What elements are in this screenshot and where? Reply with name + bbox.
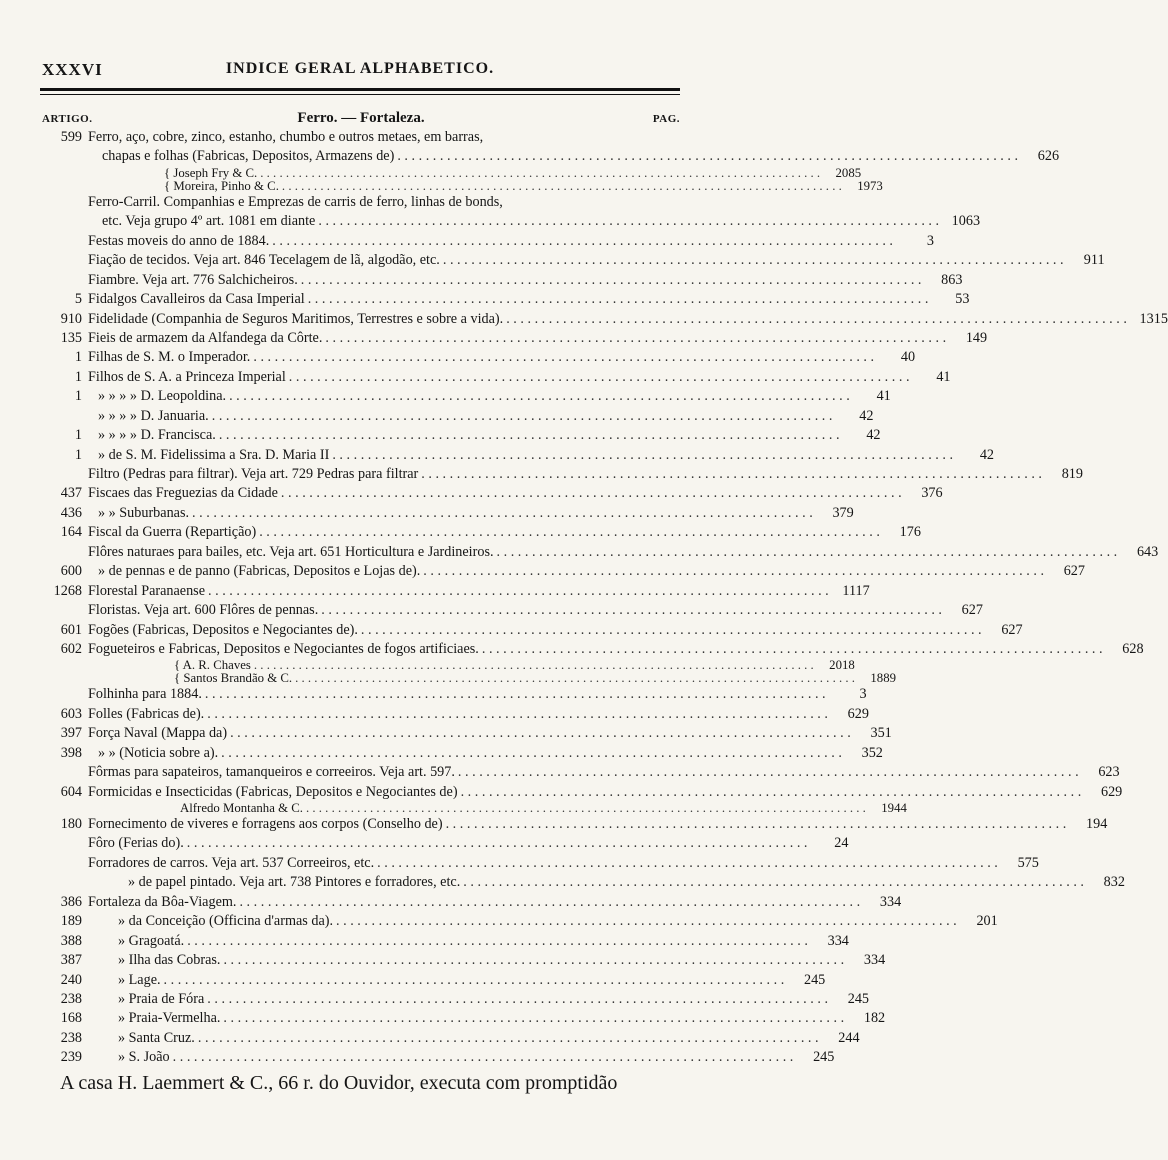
entry-text: Filtro (Pedras para filtrar). Veja art. 729 Pedras para filtrar: [88, 466, 419, 482]
entry-page-number: 42: [979, 446, 995, 463]
dot-leader: [204, 990, 831, 1009]
entry-article-number: 1: [74, 349, 82, 366]
entry-article-number: 240: [60, 971, 82, 988]
entry-article-number: 601: [60, 621, 82, 638]
dot-leader: [443, 815, 1070, 834]
index-entry: [40, 763, 1120, 782]
entry-article-number: 600: [60, 563, 82, 580]
entry-page-number: 24: [834, 835, 849, 852]
entry-text: Fortaleza da Bôa-Viagem.: [88, 893, 237, 910]
artigo-column-label: ARTIGO.: [42, 113, 93, 125]
dot-leader: [298, 271, 925, 290]
entry-article-number: 436: [60, 504, 82, 521]
entry-page-number: 334: [863, 952, 886, 969]
pag-column-label: PAG.: [652, 113, 680, 125]
entry-page-number: 1117: [842, 582, 870, 599]
entry-article-number: 602: [60, 640, 82, 657]
entry-article-number: 238: [60, 1029, 82, 1046]
index-entry: [40, 128, 682, 147]
column-headers: [40, 110, 682, 128]
entry-text: » de S. M. Fidelissima a Sra. D. Maria II: [98, 446, 330, 463]
entry-text: Folhinha para 1884.: [88, 686, 202, 703]
entry-page-number: 832: [1103, 874, 1125, 891]
dot-leader: [279, 180, 845, 193]
index-entry: [40, 290, 970, 309]
entry-article-number: 189: [60, 913, 82, 930]
entry-text: Filhos de S. A. a Princeza Imperial: [88, 368, 286, 385]
dot-leader: [226, 387, 853, 406]
index-entry: [40, 147, 1060, 166]
entry-text: » Praia de Fóra: [118, 990, 205, 1007]
entry-text: Alfredo Montanha & C.: [180, 801, 303, 815]
entry-article-number: 397: [60, 725, 82, 742]
index-entry: [40, 193, 682, 212]
entry-article-number: 1268: [53, 582, 82, 599]
index-entry: [40, 484, 943, 503]
entry-text: Fogões (Fabricas, Depositos e Negociantes de).: [88, 621, 358, 638]
dot-leader: [305, 290, 932, 309]
entry-article-number: 1: [74, 427, 82, 444]
dot-leader: [418, 465, 1045, 484]
entry-text: Folles (Fabricas de).: [88, 705, 205, 722]
index-entry: [40, 873, 1125, 892]
index-entry: [40, 426, 881, 445]
entry-page-number: 245: [803, 971, 826, 988]
index-entry: [40, 562, 1085, 581]
index-entry: [40, 251, 1105, 270]
entry-text: » » » » D. Leopoldina.: [98, 388, 227, 405]
entry-page-number: 626: [1037, 148, 1060, 165]
entry-text: { Santos Brandão & C.: [174, 671, 293, 686]
index-entry: [40, 640, 1144, 659]
header-rule-thin: [40, 94, 680, 95]
dot-leader: [257, 167, 823, 180]
dot-leader: [420, 562, 1047, 581]
dot-leader: [216, 426, 843, 445]
entry-page-number: 176: [899, 524, 921, 541]
entry-page-number: 627: [1063, 563, 1085, 580]
entry-text: Fidelidade (Companhia de Seguros Maritimos, Terrestres e sobre a vida).: [88, 310, 504, 327]
entry-text: Fogueteiros e Fabricas, Depositos e Negociantes de fogos artificiaes.: [88, 640, 479, 657]
entry-page-number: 3: [926, 232, 934, 249]
entry-text: » » Suburbanas.: [98, 504, 190, 521]
entry-article-number: 5: [74, 291, 82, 308]
entry-text: » Ilha das Cobras.: [118, 952, 221, 969]
entry-article-number: 239: [60, 1049, 82, 1066]
dot-leader: [278, 484, 905, 503]
entry-page-number: 819: [1061, 466, 1083, 482]
dot-leader: [458, 783, 1085, 802]
entry-page-number: 376: [921, 485, 943, 502]
dot-leader: [204, 705, 831, 724]
index-entry: [40, 601, 983, 620]
advertisement-footer: A casa H. Laemmert & C., 66 r. do Ouvidor, executa com promptidão: [60, 1072, 618, 1094]
entry-page-number: 41: [936, 368, 951, 385]
dot-leader: [184, 834, 811, 853]
entry-text: Florestal Paranaense: [88, 582, 206, 599]
entry-article-number: 135: [60, 329, 82, 346]
dot-leader: [494, 543, 1121, 562]
entry-page-number: 182: [863, 1010, 886, 1027]
entry-text: Fôrmas para sapateiros, tamanqueiros e correeiros. Veja art. 597.: [88, 764, 455, 781]
index-entry: [40, 1009, 886, 1028]
index-entry: [40, 834, 849, 853]
entry-article-number: 168: [60, 1010, 82, 1027]
index-entry: [40, 990, 869, 1009]
entry-text: Filhas de S. M. o Imperador.: [88, 349, 251, 366]
index-entry-list: [40, 128, 1168, 1068]
dot-leader: [220, 1009, 847, 1028]
entry-page-number: 53: [955, 291, 970, 308]
entry-article-number: 1: [74, 368, 82, 385]
entry-text: » » (Noticia sobre a).: [98, 744, 219, 761]
entry-page-number: 41: [876, 388, 891, 405]
entry-text: Fieis de armazem da Alfandega da Côrte.: [88, 329, 323, 346]
entry-text: chapas e folhas (Fabricas, Depositos, Armazens de): [102, 148, 395, 165]
entry-page-number: 627: [961, 602, 983, 619]
index-entry: [40, 348, 916, 367]
entry-text: » de papel pintado. Veja art. 738 Pintores e forradores, etc.: [128, 874, 461, 891]
dot-leader: [322, 329, 949, 348]
index-entry: [40, 407, 874, 426]
entry-article-number: 1: [74, 446, 82, 463]
page-header: [40, 58, 680, 84]
entry-text: » de pennas e de panno (Fabricas, Depositos e Lojas de).: [98, 563, 421, 580]
entry-text: Forradores de carros. Veja art. 537 Correeiros, etc.: [88, 854, 375, 871]
section-heading: Ferro. — Fortaleza.: [297, 110, 425, 126]
entry-article-number: 386: [60, 893, 82, 910]
dot-leader: [170, 1048, 797, 1067]
entry-page-number: 2018: [829, 658, 855, 673]
header-rule-thick: [40, 88, 680, 91]
entry-text: » » » » D. Francisca.: [98, 427, 216, 444]
entry-page-number: 863: [941, 271, 963, 288]
entry-article-number: 180: [60, 816, 82, 832]
index-entry: [40, 621, 1023, 640]
entry-text: Flôres naturaes para bailes, etc. Veja art. 651 Horticultura e Jardineiros.: [88, 543, 494, 560]
entry-text: Ferro, aço, cobre, zinco, estanho, chumbo e outros metaes, em barras,: [88, 129, 484, 145]
dot-leader: [227, 724, 854, 743]
index-entry: [40, 685, 867, 704]
index-entry: [40, 582, 870, 601]
entry-article-number: 603: [60, 705, 82, 722]
entry-text: Fidalgos Cavalleiros da Casa Imperial: [88, 291, 305, 308]
entry-article-number: 164: [60, 524, 82, 541]
dot-leader: [269, 232, 896, 251]
entry-page-number: 2085: [835, 165, 862, 180]
entry-text: Fiscal da Guerra (Repartição): [88, 524, 257, 541]
entry-article-number: 599: [60, 129, 82, 145]
entry-page-number: 194: [1086, 816, 1108, 832]
index-entry: [40, 543, 1159, 562]
index-entry: [40, 446, 995, 465]
dot-leader: [455, 763, 1082, 782]
index-entry: [40, 705, 869, 724]
entry-text: Força Naval (Mappa da): [88, 725, 228, 742]
entry-page-number: 1944: [881, 801, 907, 815]
index-entry: [40, 368, 951, 387]
index-entry: [40, 271, 963, 290]
entry-page-number: 643: [1136, 543, 1159, 560]
entry-text: » S. João: [118, 1049, 170, 1066]
entry-text: Floristas. Veja art. 600 Flôres de pennas.: [88, 602, 319, 619]
index-entry: [40, 893, 902, 912]
entry-page-number: 1063: [951, 213, 981, 230]
index-entry: [40, 951, 886, 970]
entry-article-number: 604: [60, 783, 82, 800]
index-entry: [40, 932, 849, 951]
entry-text: Fornecimento de viveres e forragens aos corpos (Conselho de): [88, 816, 443, 832]
entry-text: Fiação de tecidos. Veja art. 846 Tecelagem de lã, algodão, etc.: [88, 252, 440, 269]
entry-text: Ferro-Carril. Companhias e Emprezas de carris de ferro, linhas de bonds,: [88, 193, 503, 210]
dot-leader: [318, 601, 945, 620]
entry-text: Fôro (Ferias do).: [88, 835, 184, 852]
index-entry: [40, 744, 883, 763]
index-entry: [40, 801, 907, 815]
entry-text: Fiscaes das Freguezias da Cidade: [88, 485, 278, 502]
page-number: XXXVI: [42, 60, 103, 79]
index-entry: [40, 165, 862, 180]
entry-article-number: 238: [60, 990, 82, 1007]
dot-leader: [358, 621, 985, 640]
entry-page-number: 627: [1001, 621, 1023, 638]
entry-page-number: 911: [1083, 252, 1105, 269]
dot-leader: [205, 582, 832, 601]
entry-page-number: 575: [1017, 854, 1039, 871]
entry-text: etc. Veja grupo 4º art. 1081 em diante: [102, 213, 316, 230]
index-entry: [40, 912, 998, 931]
dot-leader: [202, 685, 829, 704]
entry-page-number: 42: [859, 407, 874, 424]
index-entry: [40, 523, 921, 542]
index-entry: [40, 1048, 835, 1067]
index-entry: [40, 310, 1168, 329]
dot-leader: [220, 951, 847, 970]
dot-leader: [184, 932, 811, 951]
index-entry: [40, 1029, 860, 1048]
entry-page-number: 351: [870, 725, 892, 742]
entry-text: » Santa Cruz.: [118, 1029, 195, 1046]
entry-text: » Praia-Vermelha.: [118, 1010, 221, 1027]
entry-page-number: 623: [1098, 764, 1120, 781]
index-entry: [40, 329, 988, 348]
dot-leader: [303, 802, 869, 815]
entry-text: » Gragoatá.: [118, 932, 185, 949]
dot-leader: [286, 368, 913, 387]
dot-leader: [333, 912, 960, 931]
index-entry: [40, 212, 981, 231]
entry-page-number: 1889: [870, 671, 896, 686]
index-entry: [40, 387, 891, 406]
dot-leader: [394, 147, 1021, 166]
dot-leader: [479, 640, 1106, 659]
index-entry: [40, 232, 934, 251]
entry-text: Festas moveis do anno de 1884.: [88, 232, 270, 249]
entry-text: { A. R. Chaves: [174, 658, 251, 673]
dot-leader: [250, 348, 877, 367]
index-entry: [40, 854, 1039, 873]
entry-page-number: 42: [866, 427, 881, 444]
index-entry: [40, 465, 1083, 484]
entry-page-number: 245: [847, 990, 869, 1007]
dot-leader: [256, 523, 883, 542]
entry-article-number: 398: [60, 744, 82, 761]
entry-article-number: 1: [74, 388, 82, 405]
entry-text: { Joseph Fry & C.: [164, 165, 258, 180]
dot-leader: [236, 893, 863, 912]
entry-article-number: 910: [60, 310, 82, 327]
entry-article-number: 387: [60, 952, 82, 969]
entry-article-number: 388: [60, 932, 82, 949]
dot-leader: [218, 744, 845, 763]
entry-page-number: 40: [900, 349, 916, 366]
page-title: INDICE GERAL ALPHABETICO.: [225, 60, 495, 77]
entry-page-number: 149: [965, 329, 988, 346]
entry-page-number: 1973: [857, 178, 883, 193]
dot-leader: [161, 971, 788, 990]
dot-leader: [503, 310, 1130, 329]
entry-text: Fiambre. Veja art. 776 Salchicheiros.: [88, 271, 298, 288]
index-entry: [40, 971, 826, 990]
entry-page-number: 1315: [1139, 310, 1168, 327]
index-entry: [40, 504, 854, 523]
dot-leader: [329, 446, 956, 465]
entry-page-number: 245: [813, 1049, 835, 1066]
index-entry: [40, 178, 883, 193]
dot-leader: [209, 407, 836, 426]
entry-page-number: 201: [976, 913, 998, 930]
entry-text: » » » » D. Januaria.: [98, 407, 209, 424]
entry-page-number: 379: [832, 504, 854, 521]
entry-page-number: 334: [879, 893, 902, 910]
entry-article-number: 437: [60, 485, 82, 502]
entry-text: » Lage.: [118, 971, 161, 988]
dot-leader: [460, 873, 1087, 892]
index-entry: [40, 783, 1123, 802]
index-entry: [40, 815, 1108, 834]
entry-text: » da Conceição (Officina d'armas da).: [118, 913, 334, 930]
index-entry: [40, 671, 896, 686]
dot-leader: [374, 854, 1001, 873]
dot-leader: [292, 672, 858, 685]
entry-page-number: 629: [1100, 783, 1123, 800]
entry-text: Formicidas e Insecticidas (Fabricas, Depositos e Negociantes de): [88, 783, 458, 800]
entry-page-number: 352: [861, 744, 883, 761]
entry-page-number: 628: [1122, 640, 1144, 657]
dot-leader: [195, 1029, 822, 1048]
dot-leader: [315, 212, 942, 231]
index-entry: [40, 724, 892, 743]
entry-page-number: 244: [838, 1029, 860, 1046]
dot-leader: [440, 251, 1067, 270]
entry-page-number: 3: [859, 686, 867, 703]
entry-text: { Moreira, Pinho & C.: [164, 178, 279, 193]
entry-page-number: 334: [827, 932, 849, 949]
dot-leader: [189, 504, 816, 523]
entry-page-number: 629: [847, 705, 869, 722]
